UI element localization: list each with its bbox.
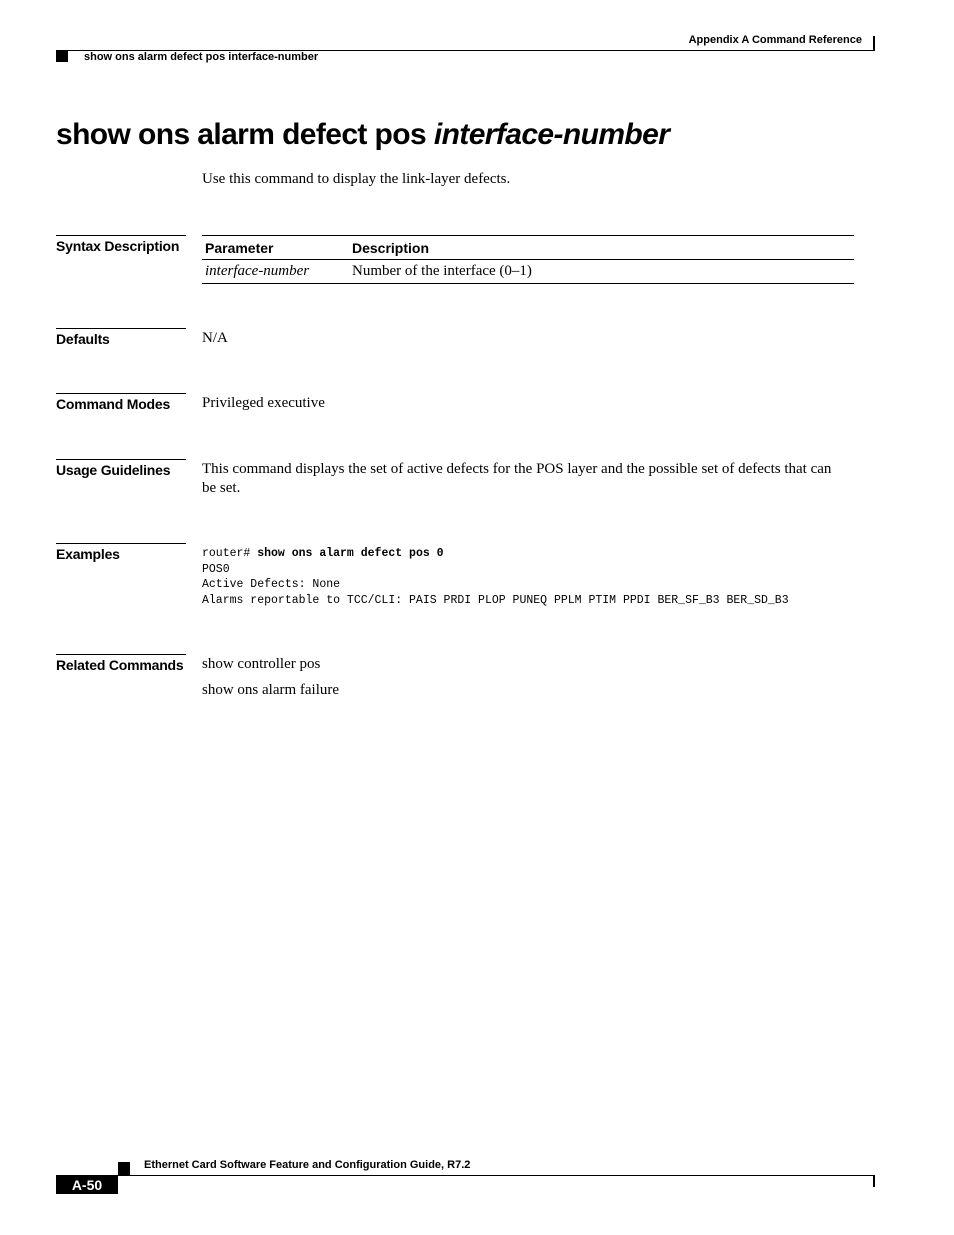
intro-text: Use this command to display the link-layer defects. bbox=[202, 171, 511, 187]
page-title bbox=[56, 118, 669, 152]
table-cell-parameter: interface-number bbox=[205, 263, 310, 279]
page-number: A-50 bbox=[56, 1175, 118, 1194]
usage-line-2: be set. bbox=[202, 480, 241, 496]
code-output-line: POS0 bbox=[202, 562, 230, 576]
table-header-row bbox=[202, 236, 854, 259]
header-chapter: Appendix A Command Reference bbox=[688, 34, 862, 46]
code-output-line: Active Defects: None bbox=[202, 578, 341, 591]
header-square-marker bbox=[56, 51, 68, 62]
command-modes-text: Privileged executive bbox=[202, 395, 325, 411]
footer-guide-title: Ethernet Card Software Feature and Configuration Guide, R7.2 bbox=[144, 1159, 471, 1171]
section-label-syntax: Syntax Description bbox=[56, 235, 186, 254]
table-bottom-rule bbox=[202, 283, 854, 284]
table-row bbox=[202, 260, 854, 283]
table-header-description: Description bbox=[352, 239, 430, 256]
footer-square-marker bbox=[118, 1162, 130, 1175]
code-example bbox=[202, 546, 789, 608]
related-item: show ons alarm failure bbox=[202, 682, 340, 698]
section-label-related: Related Commands bbox=[56, 654, 186, 673]
usage-text bbox=[202, 460, 831, 498]
table-cell-description: Number of the interface (0–1) bbox=[352, 263, 532, 279]
defaults-text: N/A bbox=[202, 330, 228, 346]
title-command: show ons alarm defect pos bbox=[56, 118, 427, 151]
related-item: show controller pos bbox=[202, 656, 321, 672]
syntax-table bbox=[202, 235, 854, 284]
title-argument: interface-number bbox=[433, 118, 670, 151]
table-header-parameter: Parameter bbox=[205, 239, 274, 256]
usage-line-1: This command displays the set of active defects for the POS layer and the possible set of defects that can bbox=[202, 461, 832, 477]
footer-tick-mark bbox=[873, 1175, 875, 1187]
code-output-line: Alarms reportable to TCC/CLI: PAIS PRDI PLOP PUNEQ PPLM PTIM PPDI BER_SF_B3 BER_SD_B3 bbox=[202, 593, 789, 607]
section-label-examples: Examples bbox=[56, 543, 186, 562]
code-command: show ons alarm defect pos 0 bbox=[257, 547, 444, 560]
code-prompt: router# bbox=[202, 547, 258, 560]
section-label-command-modes: Command Modes bbox=[56, 393, 186, 412]
section-label-defaults: Defaults bbox=[56, 328, 186, 347]
header-tick-mark bbox=[873, 36, 875, 51]
footer-rule bbox=[118, 1175, 875, 1176]
header-section: show ons alarm defect pos interface-number bbox=[84, 51, 319, 63]
section-label-usage: Usage Guidelines bbox=[56, 459, 186, 478]
